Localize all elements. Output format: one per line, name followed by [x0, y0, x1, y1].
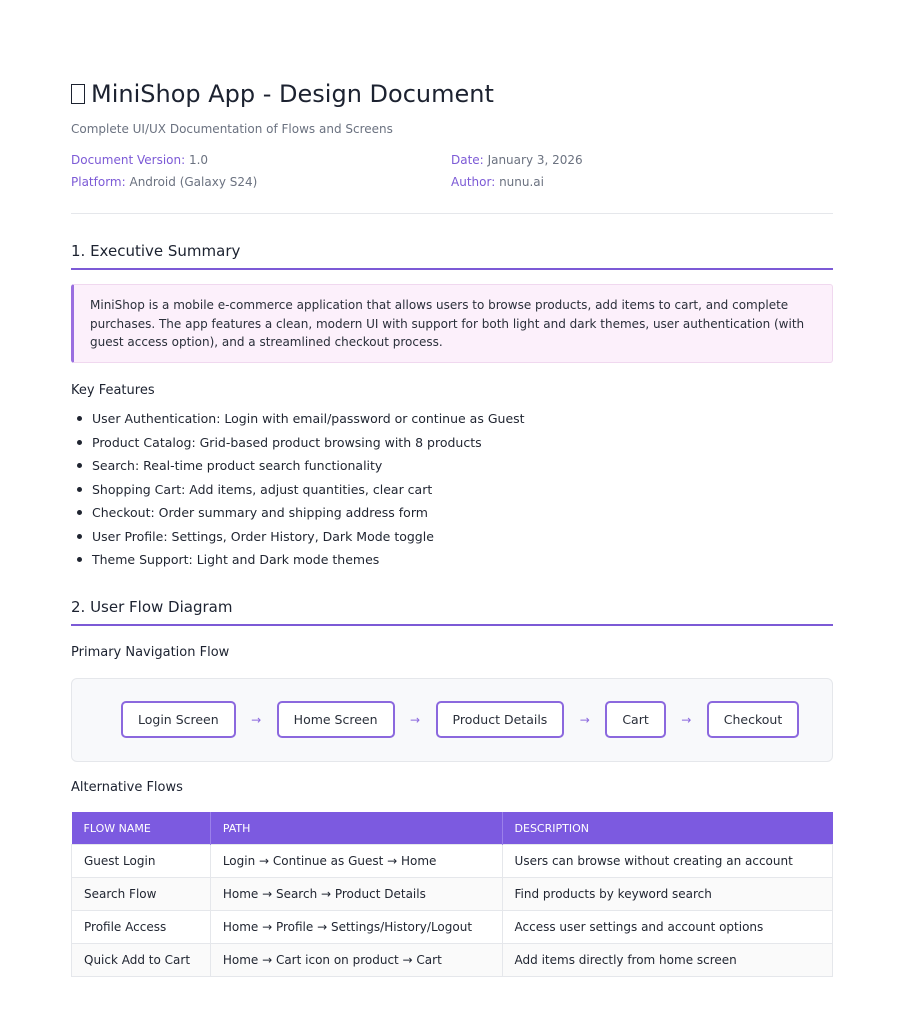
list-item: User Authentication: Login with email/password or continue as Guest [71, 410, 525, 434]
path-cell: Home → Search → Product Details [210, 878, 502, 911]
table-row [72, 878, 833, 911]
arrow-right-icon: → [251, 712, 262, 727]
section-underline [71, 268, 833, 270]
list-item: User Profile: Settings, Order History, Dark Mode toggle [71, 528, 525, 552]
flow-node-home-screen: Home Screen [277, 701, 395, 738]
flow-node-product-details: Product Details [436, 701, 565, 738]
arrow-right-icon: → [410, 712, 421, 727]
table-header-row [72, 812, 833, 845]
summary-callout [71, 284, 833, 363]
key-features-heading: Key Features [71, 383, 155, 398]
column-header-path: PATH [210, 812, 502, 845]
date-label: Date: [451, 153, 484, 167]
path-cell: Login → Continue as Guest → Home [210, 845, 502, 878]
flow-node-checkout: Checkout [707, 701, 799, 738]
key-features-list [71, 410, 525, 575]
column-header-description: DESCRIPTION [502, 812, 832, 845]
flow-node-cart: Cart [605, 701, 665, 738]
description-cell: Access user settings and account options [502, 911, 832, 944]
list-item: Checkout: Order summary and shipping address form [71, 504, 525, 528]
meta-row [71, 175, 833, 189]
description-cell: Add items directly from home screen [502, 944, 832, 977]
path-cell: Home → Cart icon on product → Cart [210, 944, 502, 977]
summary-text: is a mobile e-commerce application that allows users to browse products, add items to cart, and complete purchases. The app features a clean, modern UI with support for both light and dark themes, user authentication (with guest access option), and a streamlined checkout process. [90, 298, 805, 349]
platform-label: Platform: [71, 175, 126, 189]
platform-value: Android (Galaxy S24) [129, 175, 258, 189]
alternative-flows-table [71, 812, 833, 977]
description-cell: Users can browse without creating an account [502, 845, 832, 878]
page-title-text: MiniShop App - Design Document [91, 80, 494, 108]
platform-meta [71, 175, 257, 189]
section-heading-executive-summary: 1. Executive Summary [71, 242, 241, 260]
list-item: Search: Real-time product search functionality [71, 457, 525, 481]
flow-name-cell: Search Flow [72, 878, 211, 911]
author-meta [451, 175, 544, 189]
flow-row [121, 701, 799, 738]
description-cell: Find products by keyword search [502, 878, 832, 911]
date-meta [451, 153, 583, 167]
version-value: 1.0 [188, 153, 209, 167]
page-title [71, 80, 494, 108]
list-item: Shopping Cart: Add items, adjust quantities, clear cart [71, 481, 525, 505]
list-item: Product Catalog: Grid-based product browsing with 8 products [71, 434, 525, 458]
alternative-flows-heading: Alternative Flows [71, 780, 183, 795]
version-meta [71, 153, 208, 167]
date-value: January 3, 2026 [487, 153, 583, 167]
section-underline [71, 624, 833, 626]
flow-name-cell: Guest Login [72, 845, 211, 878]
arrow-right-icon: → [579, 712, 590, 727]
column-header-flow-name: FLOW NAME [72, 812, 211, 845]
flow-name-cell: Quick Add to Cart [72, 944, 211, 977]
header-divider [71, 213, 833, 214]
author-value: nunu.ai [499, 175, 544, 189]
box-glyph-icon [71, 84, 85, 104]
flow-node-login-screen: Login Screen [121, 701, 236, 738]
primary-flow-heading: Primary Navigation Flow [71, 645, 230, 660]
table-row [72, 944, 833, 977]
author-label: Author: [451, 175, 496, 189]
list-item: Theme Support: Light and Dark mode themes [71, 551, 525, 575]
table-row [72, 845, 833, 878]
table-row [72, 911, 833, 944]
meta-row [71, 153, 833, 167]
section-heading-user-flow: 2. User Flow Diagram [71, 598, 233, 616]
primary-flow-diagram [71, 678, 833, 762]
page-subtitle: Complete UI/UX Documentation of Flows and Screens [71, 122, 393, 136]
version-label: Document Version: [71, 153, 186, 167]
flow-name-cell: Profile Access [72, 911, 211, 944]
summary-app-name: MiniShop [90, 298, 145, 312]
arrow-right-icon: → [681, 712, 692, 727]
path-cell: Home → Profile → Settings/History/Logout [210, 911, 502, 944]
